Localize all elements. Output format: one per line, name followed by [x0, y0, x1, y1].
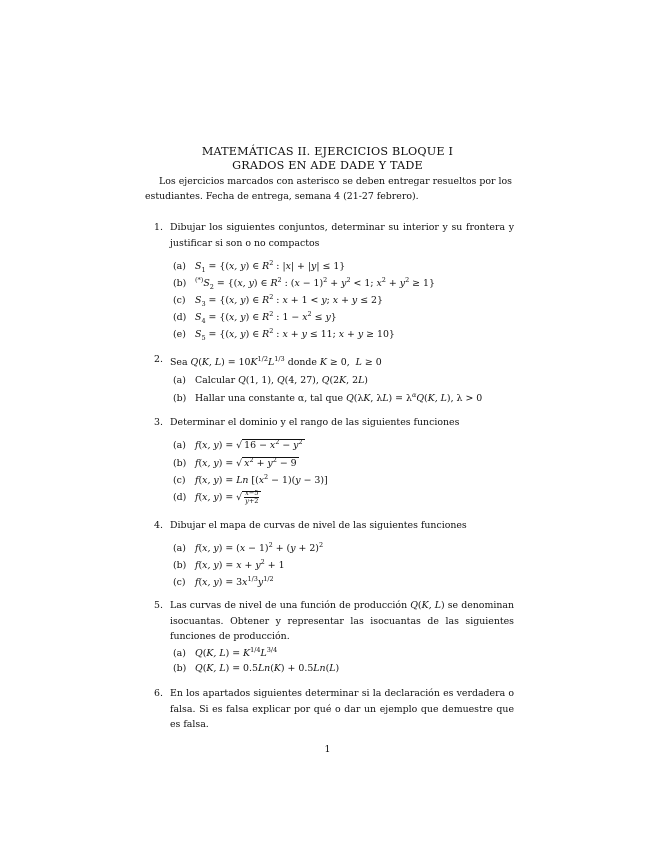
exercise-text: Dibujar los siguientes conjuntos, determinar su interior y su frontera y justificar si son o no compactos [170, 222, 514, 249]
exercise-3 [154, 415, 514, 431]
exercise-number: 5. [154, 600, 163, 611]
exercise-2 [154, 352, 514, 371]
ex3-item-b: (b) f(x, y) = √ $x^2 + y^2 - 9$ [173, 456, 297, 470]
exercise-number: 1. [154, 222, 163, 233]
ex2-item-a: (a) Calcular Q(1, 1), Q(4, 27), Q(2K, 2L) [173, 375, 368, 386]
exercise-text: Las curvas de nivel de una función de producción Q(K, L) se denominan isocuantas. Obtener y representar las isocuantas de las siguientes funciones de producción. [170, 600, 515, 642]
intro-paragraph: Los ejercicios marcados con asterisco se deben entregar resueltos por los estudiantes. Fecha de entrega, semana 4 (21-27 febrero). [145, 176, 512, 202]
exercise-number: 4. [154, 520, 163, 531]
exercise-number: 3. [154, 417, 163, 428]
ex4-item-b: (b) f(x, $y) = x + y^2 + 1$ [173, 558, 285, 572]
title-line-2: GRADOS EN ADE DADE Y TADE [232, 159, 423, 172]
ex1-item-c: (c) $S_3 = \{(x$, y) ∈ $R^2$ : x + 1 < y; x + y ≤ 2} [173, 293, 383, 308]
ex4-item-a: (a) f(x, $y) = (x - 1)^2 + (y + 2)^2$ [173, 541, 324, 555]
exercise-number: 2. [154, 354, 163, 365]
exercise-number: 6. [154, 688, 163, 699]
ex2-item-b: (b) Hallar una constante α, tal que Q(λK, $\lambda L) = \lambda^\alpha Q(K$, L), λ > 0 [173, 391, 483, 405]
exercise-text: Determinar el dominio y el rango de las siguientes funciones [170, 417, 460, 428]
ex3-item-d: (d) f(x, y) = √ $\frac{x-5}{y+2}$ [173, 490, 261, 505]
ex4-item-c: (c) f(x, $y) = 3x^{1/3}y^{1/2}$ [173, 575, 274, 589]
title-line-1: MATEMÁTICAS II. EJERCICIOS BLOQUE I [201, 145, 454, 158]
ex1-item-a: (a) $S_1 = \{(x$, y) ∈ $R^2$ : |x| + |y| ≤ 1} [173, 259, 346, 274]
ex1-item-d: (d) $S_4 = \{(x$, y) ∈ $R^2$ : $1 - x^2 \le y$} [173, 310, 337, 325]
exercise-4 [154, 518, 514, 534]
ex3-item-c: (c) f(x, y) = Ln $[(x^2 - 1)(y - 3)]$ [173, 473, 328, 487]
ex1-item-b: (b) $^{(*)}S_2 = \{(x$, y) ∈ $R^2$ : $(x - 1)^2 + y^2 < 1$; $x^2 + y^2 \ge 1$} [173, 276, 435, 291]
ex5-item-b: (b) Q(K, L) = 0.5Ln(K) + 0.5Ln(L) [173, 663, 340, 674]
exercise-5 [154, 598, 514, 645]
page-number: 1 [324, 744, 331, 755]
exercise-text: En los apartados siguientes determinar si la declaración es verdadera o falsa. Si es falsa explicar por qué o dar un ejemplo que demuestre que es falsa. [170, 688, 514, 730]
exercise-text: Sea Q(K, $L) = 10K^{1/2}L^{1/3}$ donde K ≥ 0, L ≥ 0 [170, 355, 382, 369]
exercise-6 [154, 686, 514, 733]
ex1-item-e: (e) $S_5 = \{(x$, y) ∈ $R^2$ : x + y ≤ 11; x + y ≥ 10} [173, 327, 395, 342]
ex3-item-a: (a) f(x, y) = √ $16 - x^2 - y^2$ [173, 438, 303, 452]
exercise-1 [154, 220, 514, 251]
exercise-text: Dibujar el mapa de curvas de nivel de las siguientes funciones [170, 520, 467, 531]
ex5-item-a: (a) Q(K, $L) = K^{1/4}L^{3/4}$ [173, 646, 278, 660]
